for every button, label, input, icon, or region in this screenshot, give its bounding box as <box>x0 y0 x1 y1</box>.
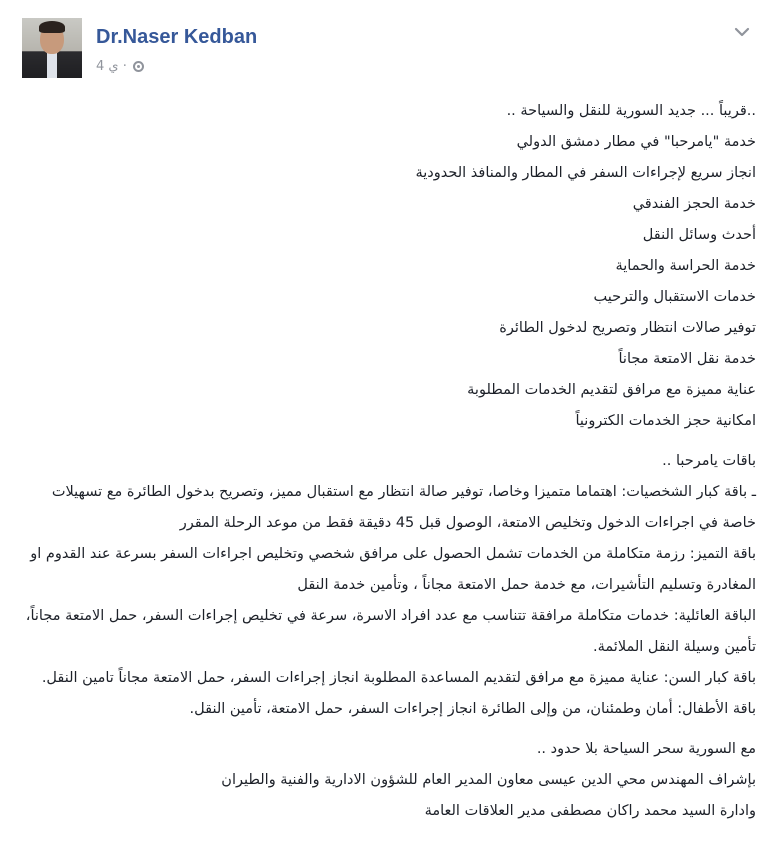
package-item: باقة كبار السن: عناية مميزة مع مرافق لتقديم المساعدة المطلوبة انجاز إجراءات السفر، حمل الامتعة مجاناً تامين النقل. <box>41 670 756 686</box>
packages-title: باقات يامرحبا .. <box>662 453 756 469</box>
intro-line: أحدث وسائل النقل <box>642 227 756 243</box>
author-avatar[interactable] <box>22 18 82 78</box>
intro-line: خدمة الحجز الفندقي <box>632 196 756 212</box>
package-item: باقة التميز: رزمة متكاملة من الخدمات تشمل الحصول على مرافق شخصي وتخليص اجراءات السفر بسرعة عند القدوم او المغادرة وتسليم التأشيرات، مع خدمة حمل الامتعة مجاناً ، وتأمين خدمة النقل <box>30 546 756 593</box>
intro-line: خدمة "يامرحبا" في مطار دمشق الدولي <box>516 134 756 150</box>
package-item: الباقة العائلية: خدمات متكاملة مرافقة تتناسب مع عدد افراد الاسرة، سرعة في تخليص إجراءات السفر، حمل الامتعة مجاناً، تأمين وسيلة النقل الملائمة. <box>25 608 756 655</box>
intro-line: توفير صالات انتظار وتصريح لدخول الطائرة <box>499 320 756 336</box>
post-meta <box>96 59 144 74</box>
avatar-hair <box>39 21 65 33</box>
post-body <box>16 96 756 827</box>
closing-block <box>16 734 756 827</box>
intro-line: ..قريباً ... جديد السورية للنقل والسياحة .. <box>506 103 756 119</box>
intro-line: خدمات الاستقبال والترحيب <box>593 289 756 305</box>
intro-line: امكانية حجز الخدمات الكترونياً <box>575 413 756 429</box>
chevron-down-icon[interactable] <box>732 22 752 42</box>
author-name-link[interactable]: Dr.Naser Kedban <box>96 26 258 48</box>
intro-block <box>16 96 756 437</box>
closing-line: مع السورية سحر السياحة بلا حدود .. <box>536 741 756 757</box>
post-header <box>0 0 768 90</box>
globe-icon[interactable] <box>133 61 144 72</box>
packages-block <box>16 446 756 725</box>
closing-line: بإشراف المهندس محي الدين عيسى معاون المدير العام للشؤون الادارية والفنية والطيران <box>221 772 756 788</box>
avatar-shirt <box>47 52 57 78</box>
package-item: ـ باقة كبار الشخصيات: اهتماما متميزا وخاصا، توفير صالة انتظار مع استقبال مميز، وتصريح بدخول الطائرة مع تسهيلات خاصة في اجراءات الدخول وتخليص الامتعة، الوصول قبل 45 دقيقة فقط من موعد الرحلة المقرر <box>51 484 756 531</box>
post-timestamp[interactable]: 4 ‏ي · <box>96 59 127 74</box>
package-item: باقة الأطفال: أمان وطمئنان، من وإلى الطائرة انجاز إجراءات السفر، حمل الامتعة، تأمين النقل. <box>189 701 756 717</box>
intro-line: انجاز سريع لإجراءات السفر في المطار والمنافذ الحدودية <box>415 165 756 181</box>
intro-line: عناية مميزة مع مرافق لتقديم الخدمات المطلوبة <box>467 382 756 398</box>
intro-line: خدمة نقل الامتعة مجاناً <box>618 351 756 367</box>
closing-line: وادارة السيد محمد راكان مصطفى مدير العلاقات العامة <box>424 803 756 819</box>
intro-line: خدمة الحراسة والحماية <box>615 258 756 274</box>
